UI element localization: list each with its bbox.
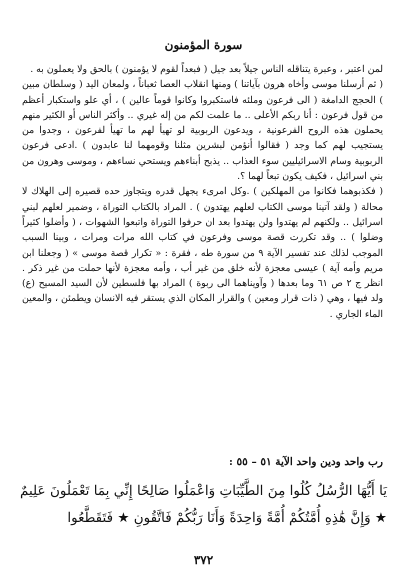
page-header-title: سورة المؤمنون — [164, 38, 243, 52]
section-heading: رب واحد ودين واحد الآية ٥١ – ٥٥ : — [228, 456, 383, 468]
paragraph-3: ( فكذبوهما فكانوا من المهلكين ) .وكل امرىء يجهل قدره ويتجاوز حده قصيره إلى الهلاك لا محالة ( ولقد آتينا موسى الكتاب لعلهم يهتدون ) . المراد بالكتاب التوراة ، وضمير لعلهم لبني اسرائيل .. ولكنهم لم يهتدوا ولن يهتدوا بعد ان حرفوا التوراة واتبعوا الشهوات ، ( وأضلوا كثيراً وضلوا ) .. وقد تكررت قصة موسى وفرعون في كتاب الله مرات ومرات ، وبينا السبب الموجب لذلك عند تفسير الآية ٩ من سورة طه ، فقرة : « تكرار قصة موسى » ( وجعلنا ابن مريم وأمه آية ) عيسى معجزة لأنه خلق من غير أب ، وأمه معجزة لأنها حملت من غير ذكر . انظر ج ٢ ص ٦١ وما بعدها ( وآويناهما الى ربوة ) المراد بها فلسطين لأن السيد المسيح (ع) ولد فيها ، وهي ( ذات قرار ومعين ) والقرار المكان الذي يستقر فيه الانسان ويطمئن ، والمعين الماء الجاري . — [22, 186, 383, 320]
page-number: ٣٧٢ — [193, 553, 214, 567]
paragraph-2: ( ثم أرسلنا موسى وأخاه هرون بآياتنا ) ومنها انقلاب العصا ثعباناً ، ولمعان اليد ( وسلطان مبين ) الحجج الدامغة ( الى فرعون وملئه فاستكبروا وكانوا قوماً عالين ) ، أي علو واستكبار أعظم من قول فرعون : أنا ربكم الأعلى .. ما علمت لكم من إله غيري .. وأكثر الناس أو الكثير منهم يحملون هذه الروح الفرعونية ، ويدعون الربوبية لو تهيأ لهم ما تهيأ لفرعون ، وجدوا من يستجيب لهم كما وجد ( فقالوا أنؤمن لبشرين مثلنا وقومهما لنا عابدون ) .ادعى فرعون الربوبية وسام الاسرائيليين سوء العذاب .. يذبح أبناءهم ويستحي نساءهم ، وموسى وهرون من بني اسرائيل ، فكيف يكون تبعاً لهما ؟. — [22, 79, 383, 183]
paragraph-1: لمن اعتبر ، وعبرة يتناقله الناس جيلاً بعد جيل ( فبعداً لقوم لا يؤمنون ) بالحق ولا يعملون به . — [30, 64, 383, 75]
body-text — [22, 62, 383, 322]
quran-verse: يَا أَيُّهَا الرُّسُلُ كُلُوا مِنَ الطَّيِّبَاتِ وَاعْمَلُوا صَالِحًا إِنِّي بِمَا تَعْمَلُونَ عَلِيمٌ ★ وَإِنَّ هَٰذِهِ أُمَّتُكُمْ أُمَّةً وَاحِدَةً وَأَنَا رَبُّكُمْ فَاتَّقُونِ ★ فَتَقَطَّعُوا — [20, 483, 387, 526]
